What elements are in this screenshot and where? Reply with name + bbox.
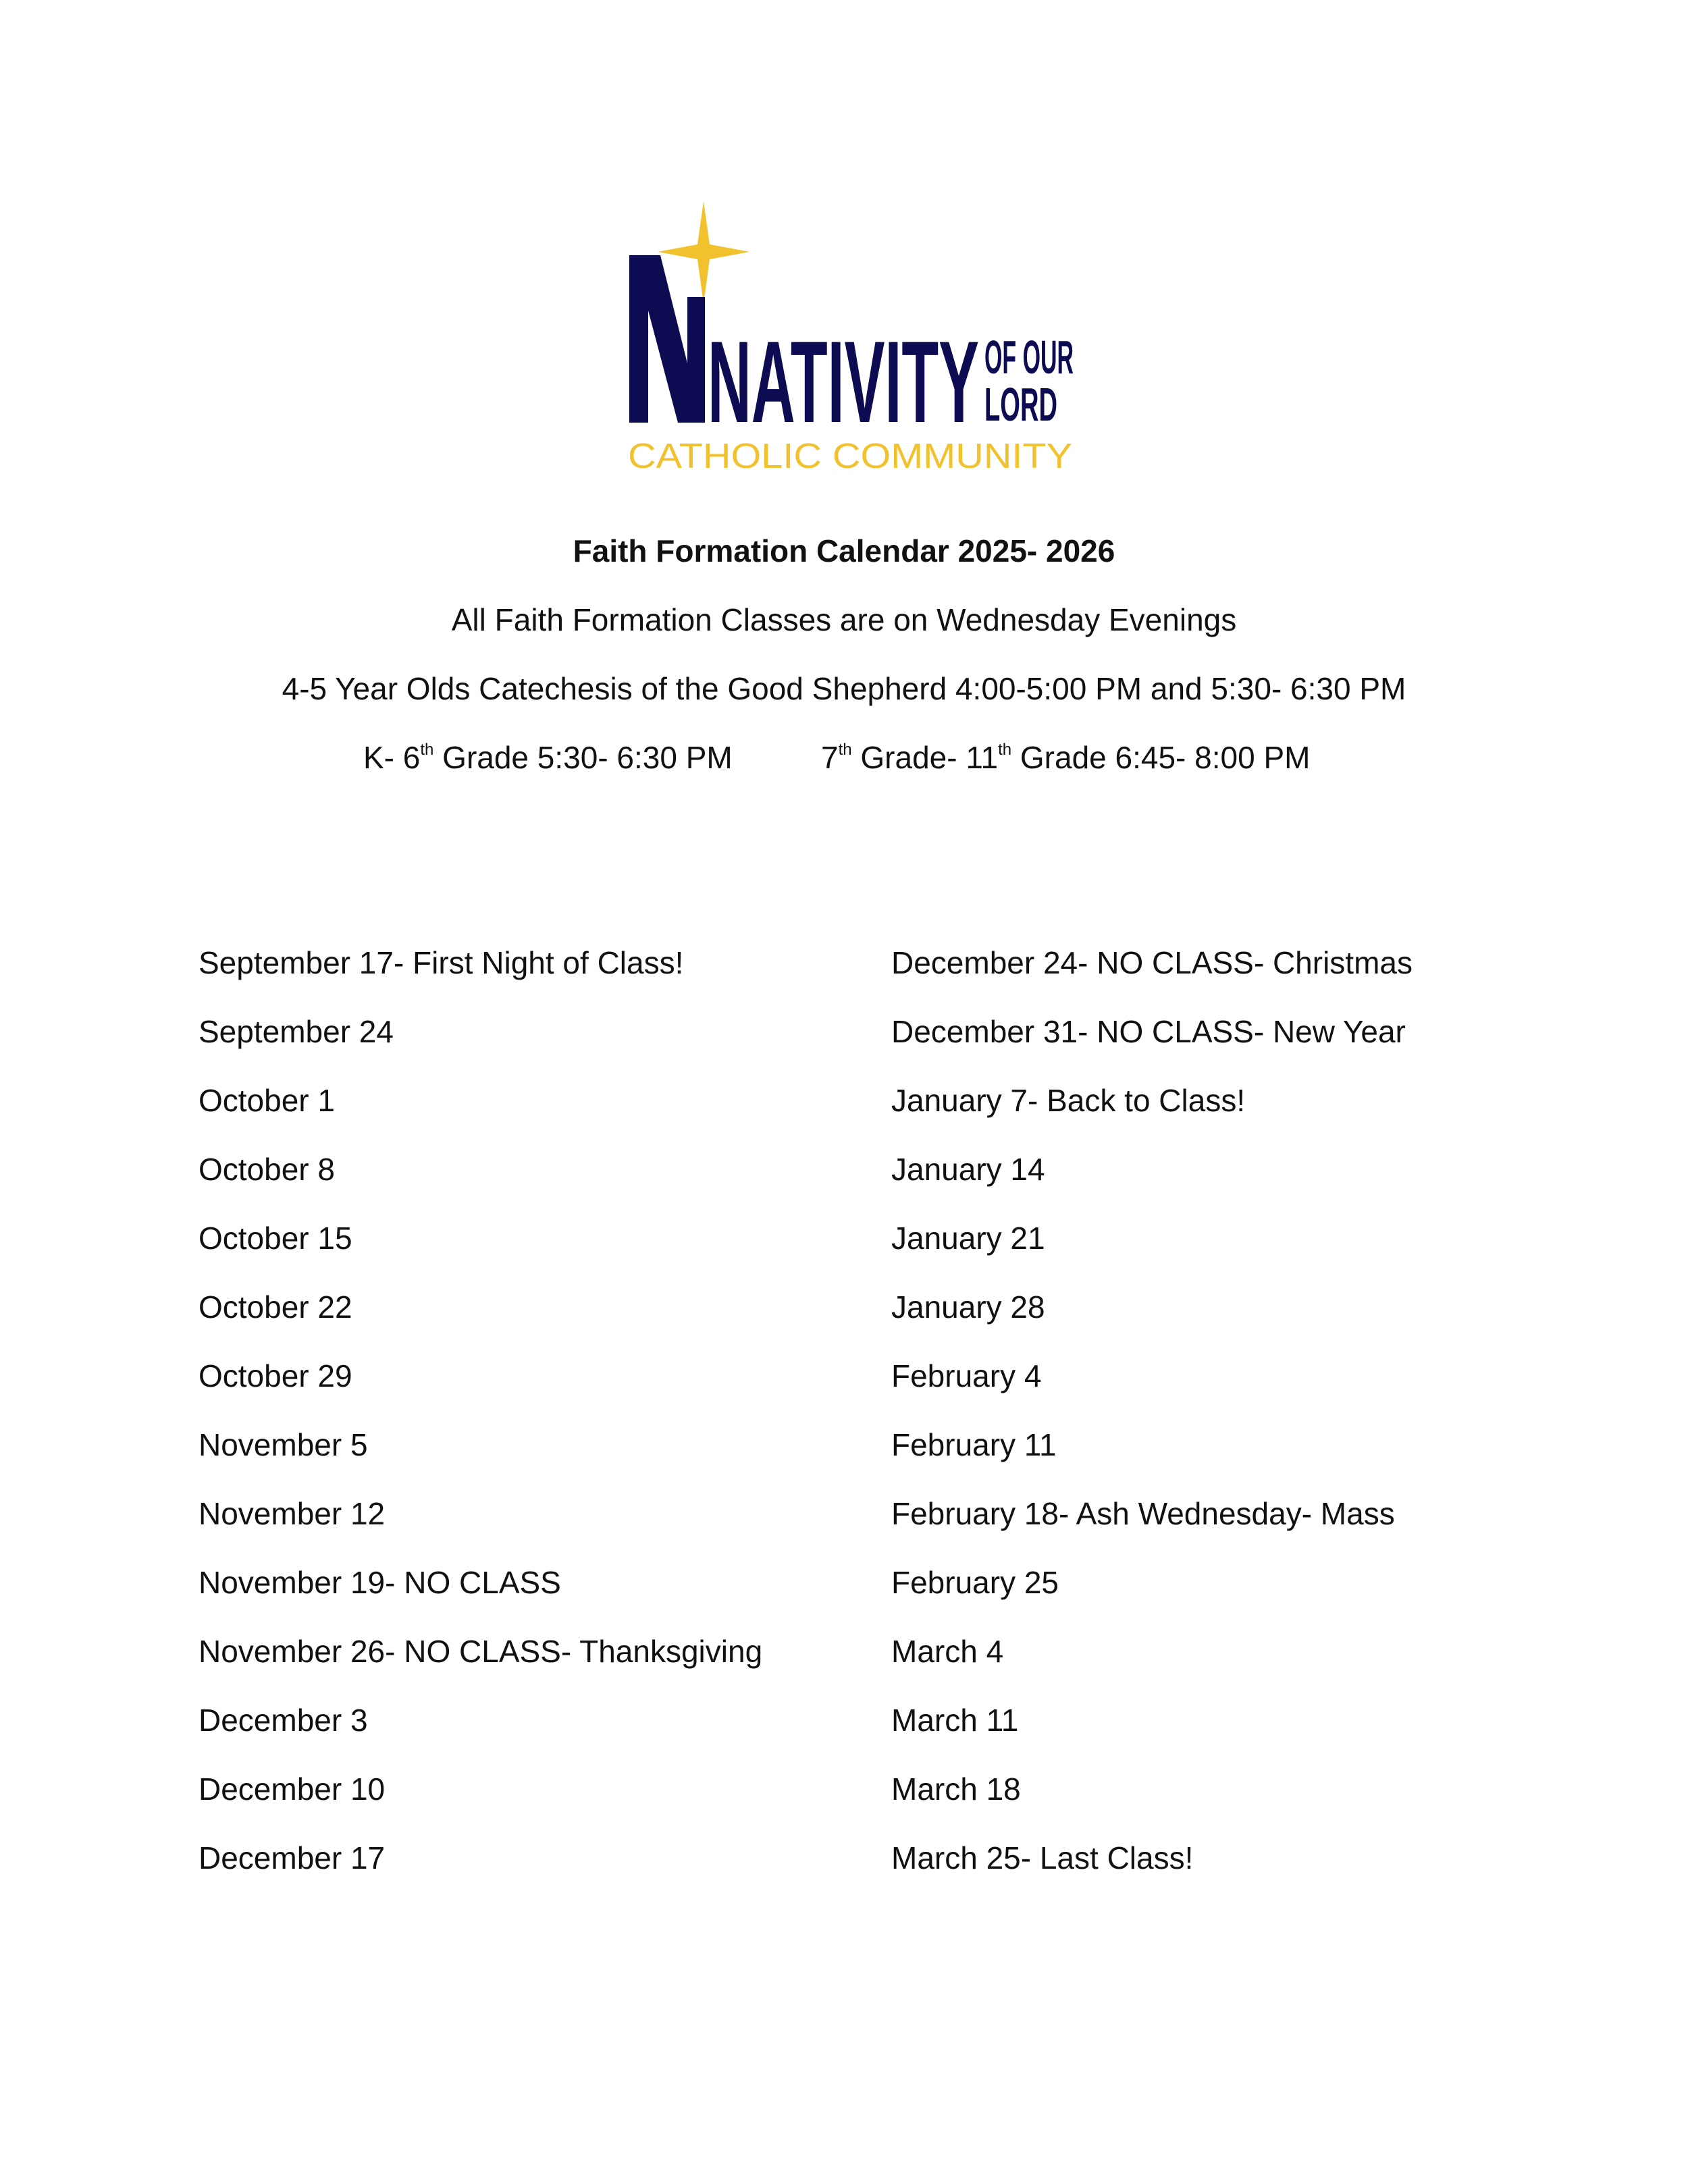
class-date: March 25- Last Class!	[891, 1840, 1194, 1875]
class-dates-right-column	[891, 942, 1413, 1907]
grades-7-11-schedule: 7th Grade- 11th Grade 6:45- 8:00 PM	[821, 740, 1311, 775]
nativity-logo	[621, 196, 1080, 479]
class-date: March 4	[891, 1634, 1004, 1669]
star-icon	[658, 201, 749, 304]
class-date: October 22	[199, 1289, 352, 1325]
class-date: March 18	[891, 1772, 1021, 1807]
schedule-note: All Faith Formation Classes are on Wednesday Evenings	[451, 602, 1237, 637]
logo-of-our: OF OUR	[984, 331, 1074, 383]
logo-name: NATIVITY	[708, 317, 979, 447]
class-date: December 17	[199, 1840, 386, 1875]
class-date: December 31- NO CLASS- New Year	[891, 1014, 1406, 1049]
class-date: October 29	[199, 1358, 352, 1393]
class-date: November 26- NO CLASS- Thanksgiving	[199, 1634, 763, 1669]
grades-k-6-schedule: K- 6th Grade 5:30- 6:30 PM	[363, 740, 733, 775]
page-title: Faith Formation Calendar 2025- 2026	[573, 533, 1115, 568]
class-date: November 12	[199, 1496, 386, 1531]
class-date: December 3	[199, 1703, 368, 1738]
class-date: October 15	[199, 1221, 352, 1256]
class-date: October 8	[199, 1152, 335, 1187]
class-date: January 21	[891, 1221, 1045, 1256]
class-date: November 19- NO CLASS	[199, 1565, 561, 1600]
class-date: February 4	[891, 1358, 1042, 1393]
class-date: October 1	[199, 1083, 335, 1118]
class-date: December 10	[199, 1772, 386, 1807]
logo-lord: LORD	[984, 378, 1057, 431]
class-date: February 11	[891, 1427, 1057, 1462]
class-date: September 24	[199, 1014, 394, 1049]
class-date: February 18- Ash Wednesday- Mass	[891, 1496, 1395, 1531]
class-date: December 24- NO CLASS- Christmas	[891, 945, 1413, 980]
class-date: January 7- Back to Class!	[891, 1083, 1246, 1118]
shepherd-schedule: 4-5 Year Olds Catechesis of the Good Shepherd 4:00-5:00 PM and 5:30- 6:30 PM	[282, 671, 1406, 706]
class-dates-left-column	[199, 942, 762, 1907]
class-date: January 28	[891, 1289, 1045, 1325]
class-date: November 5	[199, 1427, 368, 1462]
logo-tagline: CATHOLIC COMMUNITY	[628, 437, 1072, 476]
class-date: January 14	[891, 1152, 1045, 1187]
class-date: March 11	[891, 1703, 1019, 1738]
logo-big-n	[629, 255, 705, 423]
class-date: February 25	[891, 1565, 1059, 1600]
class-date: September 17- First Night of Class!	[199, 945, 684, 980]
